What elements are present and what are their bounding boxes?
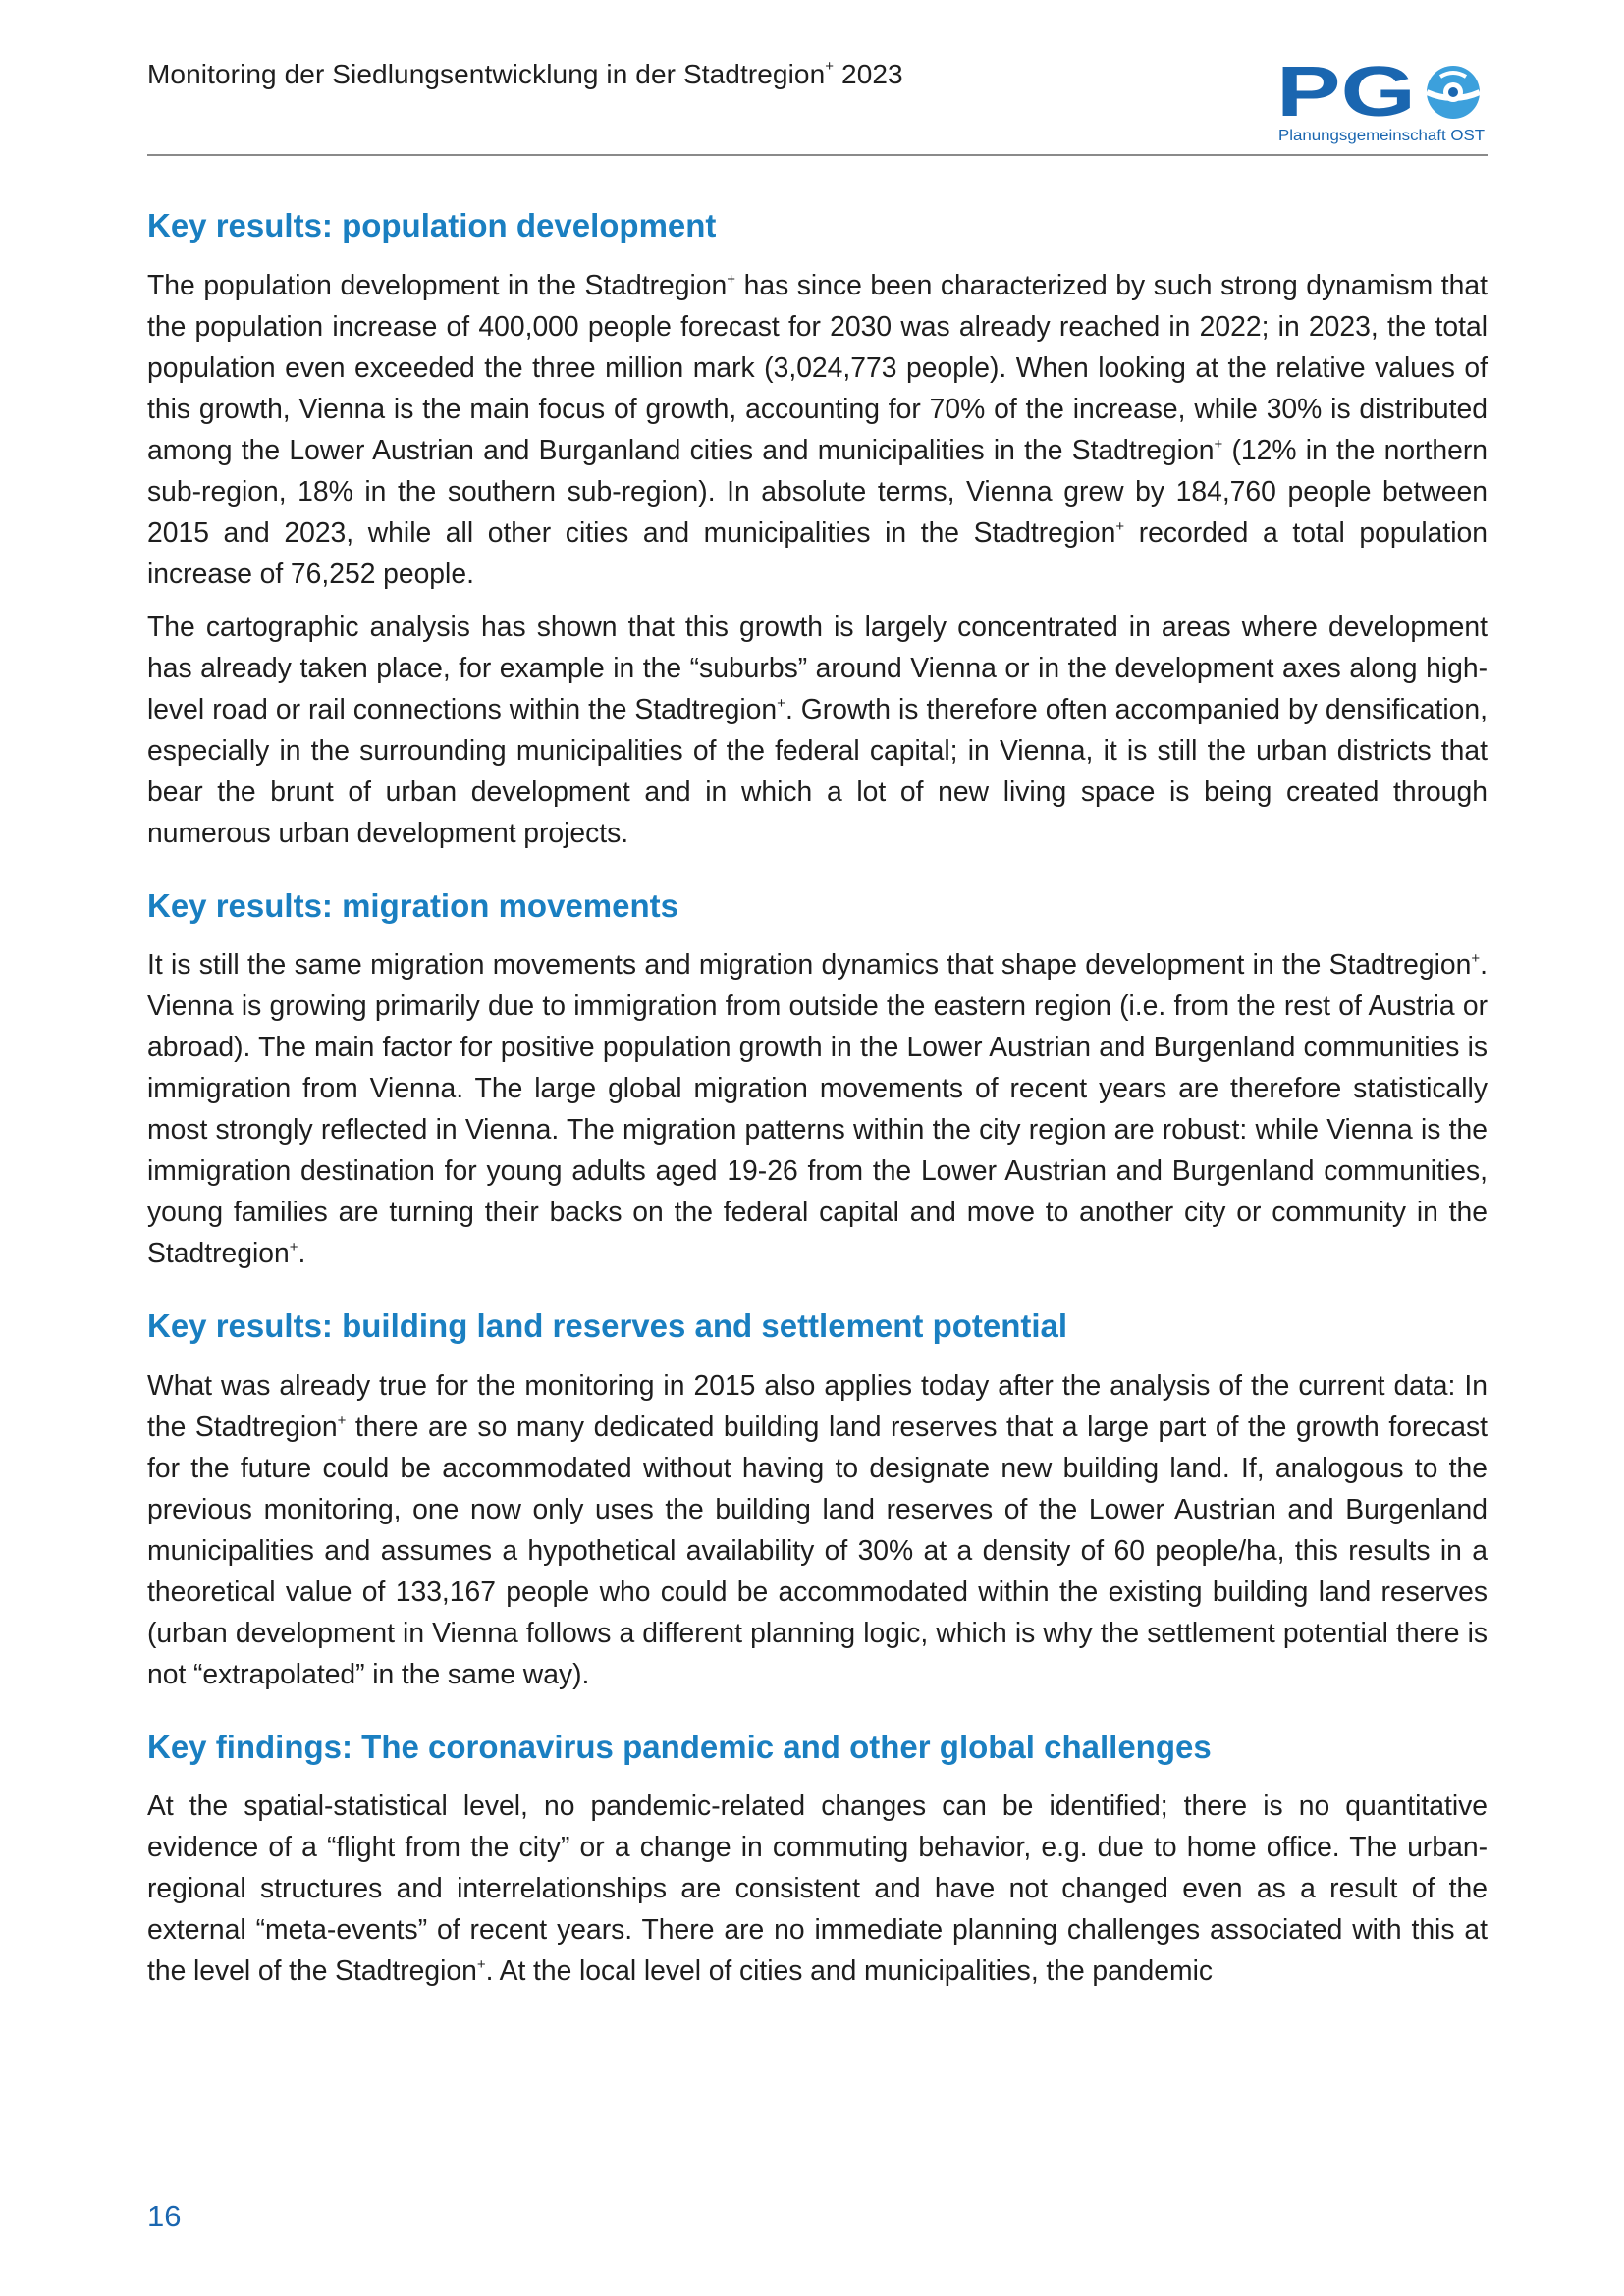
- logo-subtitle: Planungsgemeinschaft OST: [1278, 128, 1486, 144]
- superscript-plus: +: [1214, 435, 1223, 453]
- superscript-plus: +: [476, 1956, 486, 1974]
- header-title-superscript: +: [825, 57, 835, 75]
- heading-population-development: Key results: population development: [147, 207, 717, 243]
- paragraph-building-land-1: What was already true for the monitoring in 2015 also applies today after the analysis of the current data: In the Stadtregion+ there are so many dedicated building land reserves that a large part of the growth forecast for the future could be accommodated without having to designate new building land. If, analogous to the previous monitoring, one now only uses the building land reserves of the Lower Austrian and Burgenland municipalities and assumes a hypothetical availability of 30% at a density of 60 people/ha, this results in a theoretical value of 133,167 people who could be accommodated within the existing building land reserves (urban development in Vienna follows a different planning logic, which is why the settlement potential there is not “extrapolated” in the same way).: [147, 1368, 1488, 1689]
- superscript-plus: +: [727, 270, 736, 288]
- logo-mark-text: PG: [1276, 55, 1416, 132]
- page-number: 16: [147, 2199, 182, 2233]
- section-building-land: [147, 1307, 1488, 1694]
- superscript-plus: +: [289, 1239, 298, 1256]
- header-title-text: Monitoring der Siedlungsentwicklung in der Stadtregion: [147, 59, 826, 89]
- header-year: 2023: [841, 59, 903, 89]
- section-pandemic: [147, 1728, 1488, 1992]
- section-population-development: [147, 206, 1488, 853]
- superscript-plus: +: [777, 694, 785, 712]
- globe-icon: [1427, 66, 1480, 119]
- running-header-title: [147, 59, 903, 90]
- section-migration-movements: [147, 886, 1488, 1274]
- superscript-plus: +: [337, 1412, 347, 1429]
- paragraph-population-2: The cartographic analysis has shown that this growth is largely concentrated in areas where development has already taken place, for example in the “suburbs” around Vienna or in the development axes along high-level road or rail connections within the Stadtregion+. Growth is therefore often accompanied by densification, especially in the surrounding municipalities of the federal capital; in Vienna, it is still the urban districts that bear the brunt of urban development and in which a lot of new living space is being created through numerous urban development projects.: [147, 610, 1489, 848]
- planungsgemeinschaft-ost-logo: [1276, 55, 1488, 145]
- main-content: [147, 206, 1488, 2024]
- heading-pandemic: Key findings: The coronavirus pandemic and other global challenges: [147, 1728, 1212, 1765]
- heading-migration-movements: Key results: migration movements: [147, 886, 678, 924]
- heading-building-land: Key results: building land reserves and settlement potential: [147, 1308, 1068, 1345]
- superscript-plus: +: [1115, 517, 1125, 535]
- paragraph-migration-1: It is still the same migration movements and migration dynamics that shape development in the Stadtregion+. Vienna is growing primarily due to immigration from outside the eastern region (i.e. from the rest of Austria or abroad). The main factor for positive population growth in the Lower Austrian and Burgenland communities is immigration from Vienna. The large global migration movements of recent years are therefore statistically most strongly reflected in Vienna. The migration patterns within the city region are robust: while Vienna is the immigration destination for young adults aged 19-26 from the Lower Austrian and Burgenland communities, young families are turning their backs on the federal capital and move to another city or community in the Stadtregion+.: [147, 948, 1488, 1269]
- header-divider: [147, 154, 1488, 156]
- paragraph-pandemic-1: At the spatial-statistical level, no pandemic-related changes can be identified; there is no quantitative evidence of a “flight from the city” or a change in commuting behavior, e.g. due to home office. The urban-regional structures and interrelationships are consistent and have not changed even as a result of the external “meta-events” of recent years. There are no immediate planning challenges associated with this at the level of the Stadtregion+. At the local level of cities and municipalities, the pandemic: [147, 1789, 1488, 1987]
- superscript-plus: +: [1471, 950, 1481, 968]
- paragraph-population-1: The population development in the Stadtregion+ has since been characterized by such strong dynamism that the population increase of 400,000 people forecast for 2030 was already reached in 2022; in 2023, the total population even exceeded the three million mark (3,024,773 people). When looking at the relative values of this growth, Vienna is the main focus of growth, accounting for 70% of the increase, while 30% is distributed among the Lower Austrian and Burganland cities and municipalities in the Stadtregion+ (12% in the northern sub-region, 18% in the southern sub-region). In absolute terms, Vienna grew by 184,760 people between 2015 and 2023, while all other cities and municipalities in the Stadtregion+ recorded a total population increase of 76,252 people.: [147, 268, 1488, 589]
